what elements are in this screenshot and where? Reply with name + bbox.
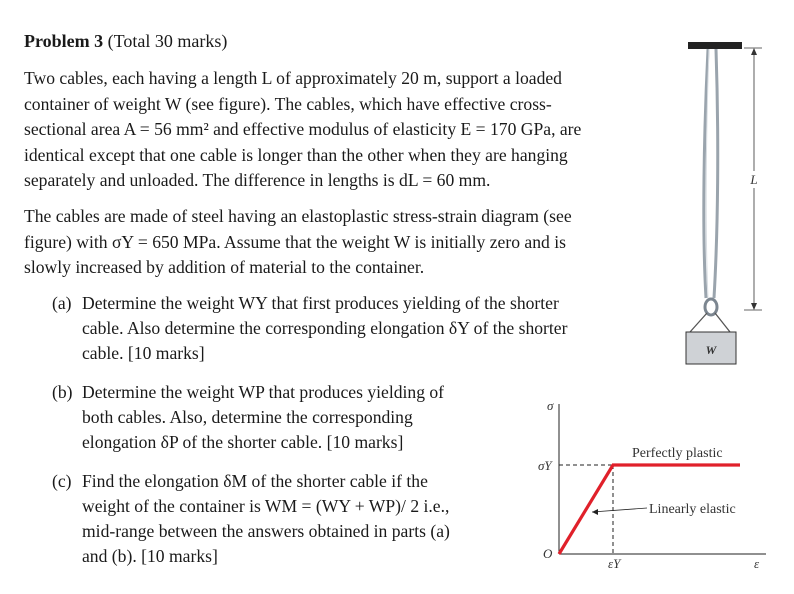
part-c-line: weight of the container is WM = (WY + WP)/ 2 i.e., [82, 496, 450, 516]
perfectly-plastic-label: Perfectly plastic [632, 446, 723, 461]
intro-line: Two cables, each having a length L of approximately 20 m, support a loaded [24, 68, 562, 88]
part-c-line: and (b). [10 marks] [82, 546, 218, 566]
part-b-line: Determine the weight WP that produces yielding of [82, 382, 445, 402]
part-c-line: Find the elongation δM of the shorter cable if the [82, 471, 428, 491]
sigma-axis-label: σ [547, 398, 554, 413]
linearly-elastic-label: Linearly elastic [649, 502, 736, 517]
material-paragraph [24, 204, 572, 281]
problem-title [24, 31, 227, 52]
part-a-line: cable. Also determine the corresponding elongation δY of the shorter [82, 318, 568, 338]
intro-paragraph [24, 66, 581, 194]
problem-marks: (Total 30 marks) [103, 31, 228, 51]
epsilon-axis-label: ε [754, 556, 760, 571]
problem-number: Problem 3 [24, 31, 104, 51]
container-weight-label: W [705, 343, 717, 357]
part-b-line: elongation δP of the shorter cable. [10 marks] [82, 432, 404, 452]
elastic-leader-line [592, 508, 647, 512]
hook [705, 299, 717, 315]
linearly-elastic-segment [559, 465, 613, 554]
part-c-line: mid-range between the answers obtained in parts (a) [82, 521, 450, 541]
part-c-label: (c) [52, 471, 72, 491]
material-line: The cables are made of steel having an elastoplastic stress-strain diagram (see [24, 206, 572, 226]
length-label: L [750, 172, 758, 187]
cable-figure [672, 30, 782, 370]
material-line: figure) with σY = 650 MPa. Assume that the weight W is initially zero and is [24, 231, 566, 252]
part-b-label: (b) [52, 382, 73, 402]
short-cable [714, 49, 718, 298]
yield-strain-label: εY [608, 556, 621, 571]
intro-line: container of weight W (see figure). The cables, which have effective cross- [24, 93, 552, 114]
part-a-label: (a) [52, 293, 72, 313]
intro-line: identical except that one cable is longer than the other when they are hanging [24, 144, 568, 165]
part-a [52, 291, 652, 367]
intro-line: sectional area A = 56 mm² and effective modulus of elasticity E = 170 GPa, are [24, 119, 582, 140]
ceiling-support [688, 42, 742, 49]
material-line: slowly increased by addition of material to the container. [24, 257, 425, 278]
part-a-line: cable. [10 marks] [82, 343, 205, 363]
part-b-line: both cables. Also, determine the corresponding [82, 407, 413, 427]
part-c [52, 469, 522, 571]
part-b [52, 380, 512, 456]
origin-label: O [543, 546, 553, 561]
intro-line: separately and unloaded. The difference in lengths is dL = 60 mm. [24, 170, 491, 191]
yield-stress-label: σY [538, 458, 552, 473]
stress-strain-diagram [530, 388, 794, 578]
part-a-line: Determine the weight WY that first produces yielding of the shorter [82, 293, 559, 313]
